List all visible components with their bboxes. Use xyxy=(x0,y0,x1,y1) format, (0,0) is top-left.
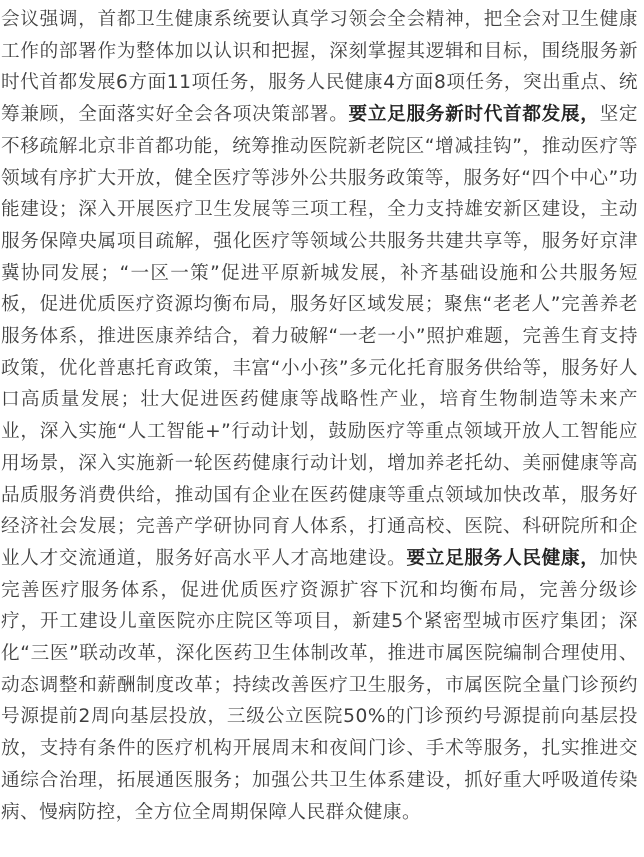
article-paragraph xyxy=(1,4,638,828)
people-health-text: 加快完善医疗服务体系，促进优质医疗资源扩容下沉和均衡布局，完善分级诊疗，开工建设儿童医院亦庄院区等项目，新建5个紧密型城市医疗集团；深化“三医”联动改革，深化医药卫生体制改革，推进市属医院编制合理使用、动态调整和薪酬制度改革；持续改善医疗卫生服务，市属医院全量门诊预约号源提前2周向基层投放，三级公立医院50%的门诊预约号源提前向基层投放，支持有条件的医疗机构开展周末和夜间门诊、手术等服务，扎实推进交通综合治理，拓展通医服务；加强公共卫生体系建设，抓好重大呼吸道传染病、慢病防控，全方位全周期保障人民群众健康。 xyxy=(1,547,638,823)
heading-people-health: 要立足服务人民健康， xyxy=(406,547,600,569)
intro-text: 会议强调，首都卫生健康系统要认真学习领会全会精神，把全会对卫生健康工作的部署作为整体加以认识和把握，深刻掌握其逻辑和目标，围绕服务新时代首都发展6方面11项任务，服务人民健康4方面8项任务，突出重点、统筹兼顾，全面落实好全会各项决策部署。 xyxy=(1,9,638,126)
heading-capital-development: 要立足服务新时代首都发展， xyxy=(348,104,600,126)
capital-development-text: 坚定不移疏解北京非首都功能，统筹推动医院新老院区“增减挂钩”，推动医疗等领域有序扩大开放，健全医疗等涉外公共服务政策等，服务好“四个中心”功能建设；深入开展医疗卫生发展等三项工程，全力支持雄安新区建设，主动服务保障央属项目疏解，强化医疗等领域公共服务共建共享等，服务好京津冀协同发展；“一区一策”促进平原新城发展，补齐基础设施和公共服务短板，促进优质医疗资源均衡布局，服务好区域发展；聚焦“老老人”完善养老服务体系，推进医康养结合，着力破解“一老一小”照护难题，完善生育支持政策，优化普惠托育政策，丰富“小小孩”多元化托育服务供给等，服务好人口高质量发展；壮大促进医药健康等战略性产业，培育生物制造等未来产业，深入实施“人工智能+”行动计划，鼓励医疗等重点领域开放人工智能应用场景，深入实施新一轮医药健康行动计划，增加养老托幼、美丽健康等高品质服务消费供给，推动国有企业在医药健康等重点领域加快改革，服务好经济社会发展；完善产学研协同育人体系，打通高校、医院、科研院所和企业人才交流通道，服务好高水平人才高地建设。 xyxy=(1,104,638,569)
